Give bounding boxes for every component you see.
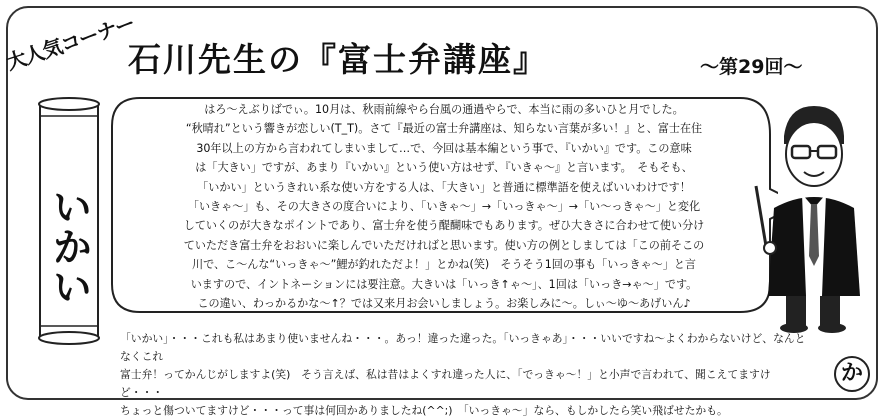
teacher-illustration [752,96,872,336]
speech-bubble [110,94,778,316]
corner-tag: 大人気コーナー [3,10,138,75]
scroll-word: いかい [46,186,92,306]
page-title: 石川先生の『富士弁講座』 [128,40,548,79]
author-badge: か [834,356,870,392]
teacher-icon [752,96,872,336]
episode-number: ～第29回～ [700,56,803,78]
footer-comment: 「いかい」・・・これも私はあまり使いませんね・・・。あっ！違った違った。「いっきゃあ」・・・いいですね～よくわからないけど、なんとなくこれ 富士弁！ってかんじがしますよ(笑) そう言えば、私は昔はよくすれ違った人に、「でっきゃ～！」と小声で言われて、聞こえてますけど・・・ ちょっと傷ついてますけど・・・って事は何回かありましたね(^^;) 「いっきゃ～」なら、もしかしたら笑い飛ばせたかも。 [120,332,806,417]
lesson-text: はろ～えぶりばでぃ。10月は、秋雨前線やら台風の通過やらで、本当に雨の多いひと月でした。 “秋晴れ”という響きが恋しい(T_T)。さて『最近の富士弁講座は、知らない言葉が多い！』と、富士在住 30年以上の方から言われてしまいまして…で、今回は基本編という事で、『いかい』です。この意味 は「大きい」ですが、あまり『いかい』という使い方はせず、『いきゃ～』と言います。 そもそも、 「いかい」というきれい系な使い方をする人は、「大きい」と普通に標準語を使えばいいわけです！ 「いきゃ～」も、その大きさの度合いにより、「いきゃ～」→「いっきゃ～」→「い～っきゃ～」と変化 していくのが大きなポイントであり、富士弁を使う醍醐味でもあります。ぜひ大きさに合わせて使い分け ていただき富士弁をおおいに楽しんでいただければと思います。使い方の例としましては「この前そこの 川で、こ～んな“いっきゃ～”鯉が釣れただよ！」とかね(笑) そうそう1回の事も「いっきゃ～」と言 いますので、イントネーションには要注意。大きいは「いっき↑ゃ～」、1回は「いっき→ゃ～」です。 この違い、わっかるかな～↑？では又来月お会いしましょう。お楽しみに～。しぃ～ゆ～あげいん♪ [183,103,705,311]
scroll-banner [30,96,108,346]
